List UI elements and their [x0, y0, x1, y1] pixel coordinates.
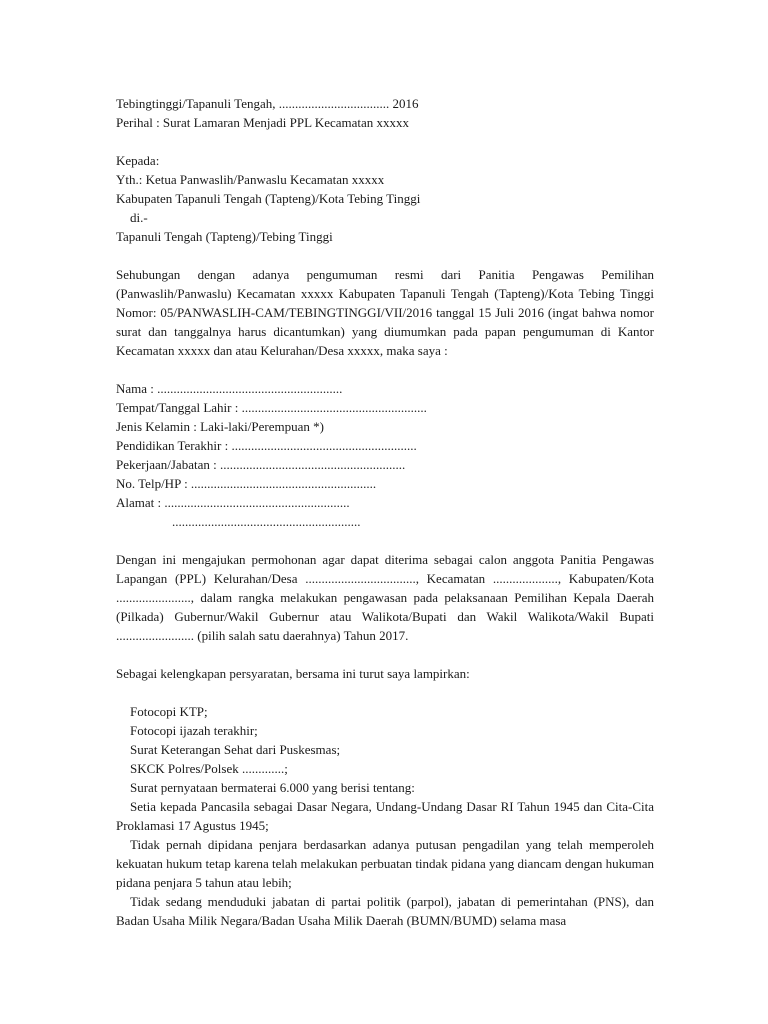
attachments-intro-line: Sebagai kelengkapan persyaratan, bersama ini turut saya lampirkan:	[116, 666, 470, 681]
applicant-form	[116, 379, 654, 531]
field-alamat: Alamat : .........................................................	[116, 495, 350, 510]
recipient-line-1: Yth.: Ketua Panwaslih/Panwaslu Kecamatan xxxxx	[116, 172, 385, 187]
attachment-item-4: SKCK Polres/Polsek .............;	[130, 761, 288, 776]
attachments-list	[116, 702, 654, 930]
recipient-kepada: Kepada:	[116, 153, 160, 168]
intro-paragraph: Sehubungan dengan adanya pengumuman resmi dari Panitia Pengawas Pemilihan (Panwaslih/Panwaslu) Kecamatan xxxxx Kabupaten Tapanuli Tengah (Tapteng)/Kota Tebing Tinggi Nomor: 05/PANWASLIH-CAM/TEBINGTINGGI/VII/2016 tanggal 15 Juli 2016 (ingat bahwa nomor surat dan tanggalnya harus dicantumkan) yang diumumkan pada papan pengumuman di Kantor Kecamatan xxxxx dan atau Kelurahan/Desa xxxxx, maka saya :	[116, 267, 654, 358]
recipient-block	[116, 151, 654, 246]
statement-point-1: Setia kepada Pancasila sebagai Dasar Negara, Undang-Undang Dasar RI Tahun 1945 dan Cita-Cita Proklamasi 17 Agustus 1945;	[116, 799, 654, 833]
field-pekerjaan: Pekerjaan/Jabatan : .........................................................	[116, 457, 406, 472]
recipient-line-3: di.-	[130, 210, 148, 225]
attachment-item-2: Fotocopi ijazah terakhir;	[130, 723, 258, 738]
subject-line: Perihal : Surat Lamaran Menjadi PPL Kecamatan xxxxx	[116, 115, 410, 130]
attachment-item-3: Surat Keterangan Sehat dari Puskesmas;	[130, 742, 341, 757]
statement-point-3: Tidak sedang menduduki jabatan di partai politik (parpol), jabatan di pemerintahan (PNS), dan Badan Usaha Milik Negara/Badan Usaha Milik Daerah (BUMN/BUMD) selama masa	[116, 894, 654, 928]
recipient-line-4: Tapanuli Tengah (Tapteng)/Tebing Tinggi	[116, 229, 333, 244]
field-jenis-kelamin: Jenis Kelamin : Laki-laki/Perempuan *)	[116, 419, 324, 434]
recipient-line-2: Kabupaten Tapanuli Tengah (Tapteng)/Kota Tebing Tinggi	[116, 191, 421, 206]
attachment-item-1: Fotocopi KTP;	[130, 704, 208, 719]
application-paragraph: Dengan ini mengajukan permohonan agar dapat diterima sebagai calon anggota Panitia Pengawas Lapangan (PPL) Kelurahan/Desa .................................., Kecamatan ...................., Kabupaten/Kota ......................., dalam rangka melakukan pengawasan pada pelaksanaan Pemilihan Kepala Daerah (Pilkada) Gubernur/Wakil Gubernur atau Walikota/Bupati dan Wakil Walikota/Wakil Bupati ........................ (pilih salah satu daerahnya) Tahun 2017.	[116, 552, 654, 643]
field-telp: No. Telp/HP : .........................................................	[116, 476, 377, 491]
field-nama: Nama : .........................................................	[116, 381, 343, 396]
field-pendidikan: Pendidikan Terakhir : .........................................................	[116, 438, 417, 453]
attachments-intro	[116, 664, 654, 683]
letter-header	[116, 94, 654, 132]
field-alamat-continued: ..........................................................	[172, 514, 361, 529]
field-tempat-tanggal-lahir: Tempat/Tanggal Lahir : .........................................................	[116, 400, 427, 415]
attachment-item-5: Surat pernyataan bermaterai 6.000 yang berisi tentang:	[130, 780, 415, 795]
statement-point-2: Tidak pernah dipidana penjara berdasarkan adanya putusan pengadilan yang telah memperoleh kekuatan hukum tetap karena telah melakukan perbuatan tindak pidana yang diancam dengan hukuman pidana penjara 5 tahun atau lebih;	[116, 837, 654, 890]
place-date-line: Tebingtinggi/Tapanuli Tengah, .................................. 2016	[116, 96, 419, 111]
